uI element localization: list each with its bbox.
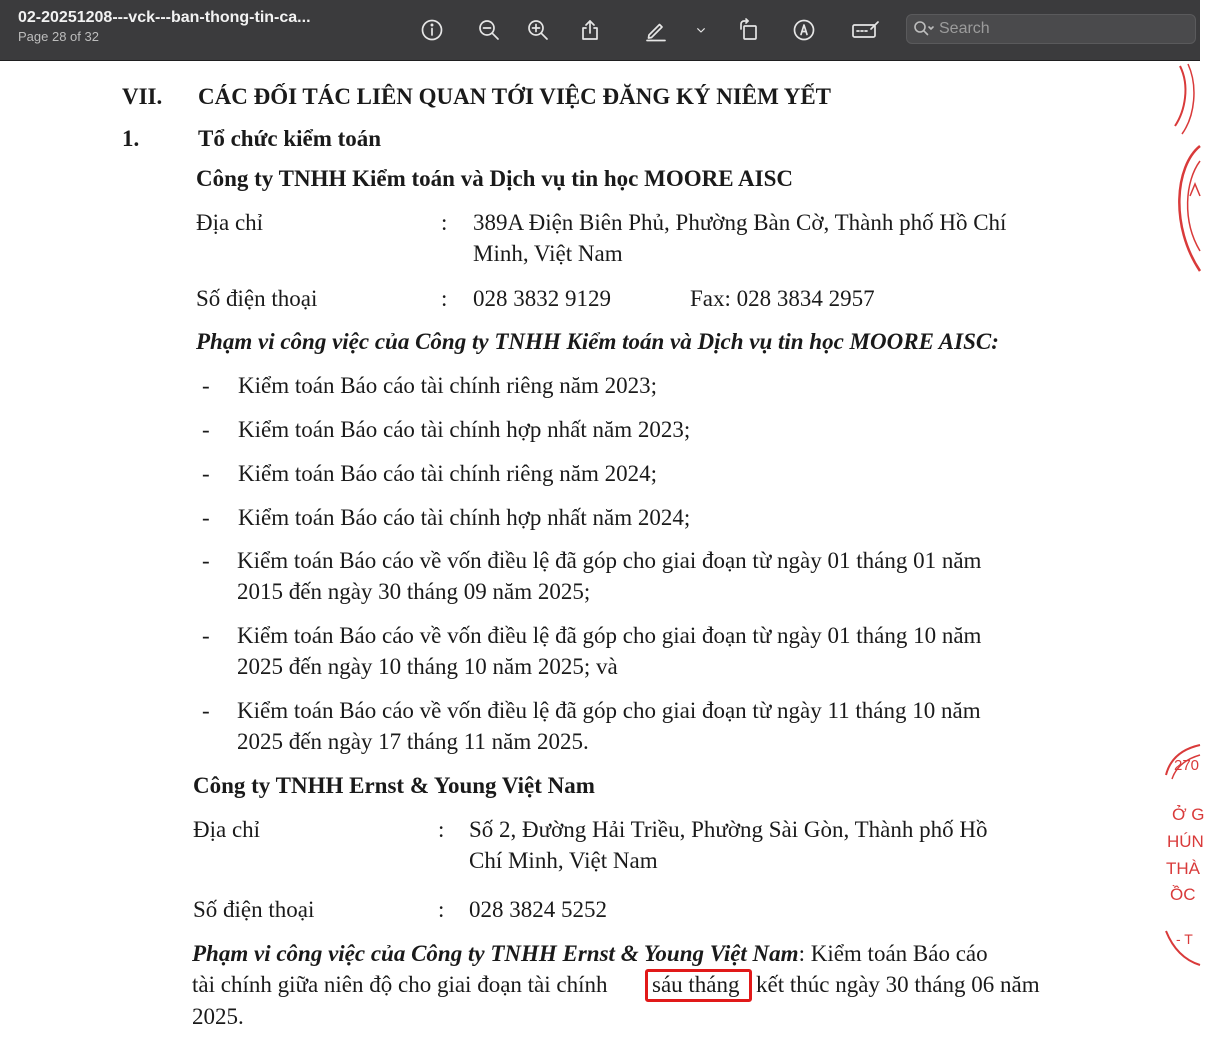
scope-item-4: Kiểm toán Báo cáo tài chính hợp nhất năm 2024; xyxy=(238,505,691,530)
auditor2-address-label: Địa chỉ xyxy=(193,817,261,842)
auditor1-phone-label: Số điện thoại xyxy=(196,286,318,311)
document-page xyxy=(0,61,1205,1046)
scope-bullet: - xyxy=(202,461,210,486)
auditor2-address-line1: Số 2, Đường Hải Triều, Phường Sài Gòn, Thành phố Hồ xyxy=(469,817,988,842)
auditor2-scope-line1 xyxy=(192,940,988,968)
auditor1-phone-colon: : xyxy=(441,286,448,311)
search-input[interactable] xyxy=(939,18,1179,40)
red-highlight-box xyxy=(645,969,752,1002)
auditor2-scope-line2b: kết thúc ngày 30 tháng 06 năm xyxy=(756,972,1040,997)
auditor1-fax: Fax: 028 3834 2957 xyxy=(690,286,875,311)
rotate-icon[interactable] xyxy=(733,14,765,46)
share-icon[interactable] xyxy=(574,14,606,46)
scope-bullet: - xyxy=(202,698,210,723)
scope-bullet: - xyxy=(202,623,210,648)
auditor2-scope-line2a: tài chính giữa niên độ cho giai đoạn tài chính xyxy=(192,972,608,997)
scope-bullet: - xyxy=(202,417,210,442)
zoom-out-icon[interactable] xyxy=(473,14,505,46)
info-icon[interactable] xyxy=(416,14,448,46)
auditor2-scope-line1-rest: : Kiểm toán Báo cáo xyxy=(798,941,988,966)
scope-bullet: - xyxy=(202,548,210,573)
auditor2-scope-line3: 2025. xyxy=(192,1004,244,1029)
scope-item-1: Kiểm toán Báo cáo tài chính riêng năm 2023; xyxy=(238,373,657,398)
subsection-number: 1. xyxy=(122,126,140,151)
red-stamp-top xyxy=(1140,56,1200,296)
subsection-title: Tổ chức kiểm toán xyxy=(198,126,382,151)
auditor1-phone: 028 3832 9129 xyxy=(473,286,611,311)
scope-item-2: Kiểm toán Báo cáo tài chính hợp nhất năm 2023; xyxy=(238,417,691,442)
scope-item-6-line1: Kiểm toán Báo cáo về vốn điều lệ đã góp cho giai đoạn từ ngày 01 tháng 10 năm xyxy=(237,623,982,648)
scope-bullet: - xyxy=(202,505,210,530)
document-title: 02-20251208---vck---ban-thong-tin-ca... xyxy=(18,9,311,26)
chevron-down-icon[interactable] xyxy=(686,14,716,46)
auditor1-address-line1: 389A Điện Biên Phủ, Phường Bàn Cờ, Thành phố Hồ Chí xyxy=(473,210,1007,235)
auditor1-name: Công ty TNHH Kiểm toán và Dịch vụ tin học MOORE AISC xyxy=(196,166,793,191)
scope-item-6-line2: 2025 đến ngày 10 tháng 10 năm 2025; và xyxy=(237,654,618,679)
markup-pen-icon[interactable] xyxy=(640,14,672,46)
auditor2-phone-colon: : xyxy=(438,897,445,922)
stamp-text-3: HÚN xyxy=(1167,832,1204,851)
auditor2-address-colon: : xyxy=(438,817,445,842)
stamp-text-1: 270 xyxy=(1174,757,1200,774)
search-icon xyxy=(913,20,935,38)
scope-item-3: Kiểm toán Báo cáo tài chính riêng năm 2024; xyxy=(238,461,657,486)
auditor1-address-label: Địa chỉ xyxy=(196,210,264,235)
stamp-text-6: - T xyxy=(1176,931,1193,947)
scope-item-5-line2: 2015 đến ngày 30 tháng 09 năm 2025; xyxy=(237,579,591,604)
auditor2-name: Công ty TNHH Ernst & Young Việt Nam xyxy=(193,773,595,798)
section-title: CÁC ĐỐI TÁC LIÊN QUAN TỚI VIỆC ĐĂNG KÝ NIÊM YẾT xyxy=(198,84,832,109)
zoom-in-icon[interactable] xyxy=(522,14,554,46)
auditor1-address-line2: Minh, Việt Nam xyxy=(473,241,623,266)
viewer-toolbar xyxy=(0,0,1200,61)
scope-item-7-line1: Kiểm toán Báo cáo về vốn điều lệ đã góp cho giai đoạn từ ngày 11 tháng 10 năm xyxy=(237,698,981,723)
scope-item-7-line2: 2025 đến ngày 17 tháng 11 năm 2025. xyxy=(237,729,589,754)
auditor1-scope-title: Phạm vi công việc của Công ty TNHH Kiểm toán và Dịch vụ tin học MOORE AISC: xyxy=(196,329,999,354)
highlighted-phrase: sáu tháng xyxy=(652,972,740,997)
stamp-text-5: ỒC xyxy=(1170,885,1196,904)
section-number: VII. xyxy=(122,84,163,109)
annotate-circle-icon[interactable] xyxy=(788,14,820,46)
search-field[interactable] xyxy=(906,14,1196,44)
scope-bullet: - xyxy=(202,373,210,398)
stamp-text-4: THÀ xyxy=(1166,859,1200,878)
form-fill-icon[interactable] xyxy=(848,14,884,46)
auditor2-phone: 028 3824 5252 xyxy=(469,897,607,922)
scope-item-5-line1: Kiểm toán Báo cáo về vốn điều lệ đã góp cho giai đoạn từ ngày 01 tháng 01 năm xyxy=(237,548,982,573)
auditor1-address-colon: : xyxy=(441,210,448,235)
auditor2-address-line2: Chí Minh, Việt Nam xyxy=(469,848,658,873)
page-indicator: Page 28 of 32 xyxy=(18,29,99,44)
auditor2-phone-label: Số điện thoại xyxy=(193,897,315,922)
auditor2-scope-title: Phạm vi công việc của Công ty TNHH Ernst & Young Việt Nam xyxy=(192,941,799,966)
stamp-text-2: Ở G xyxy=(1172,805,1205,824)
